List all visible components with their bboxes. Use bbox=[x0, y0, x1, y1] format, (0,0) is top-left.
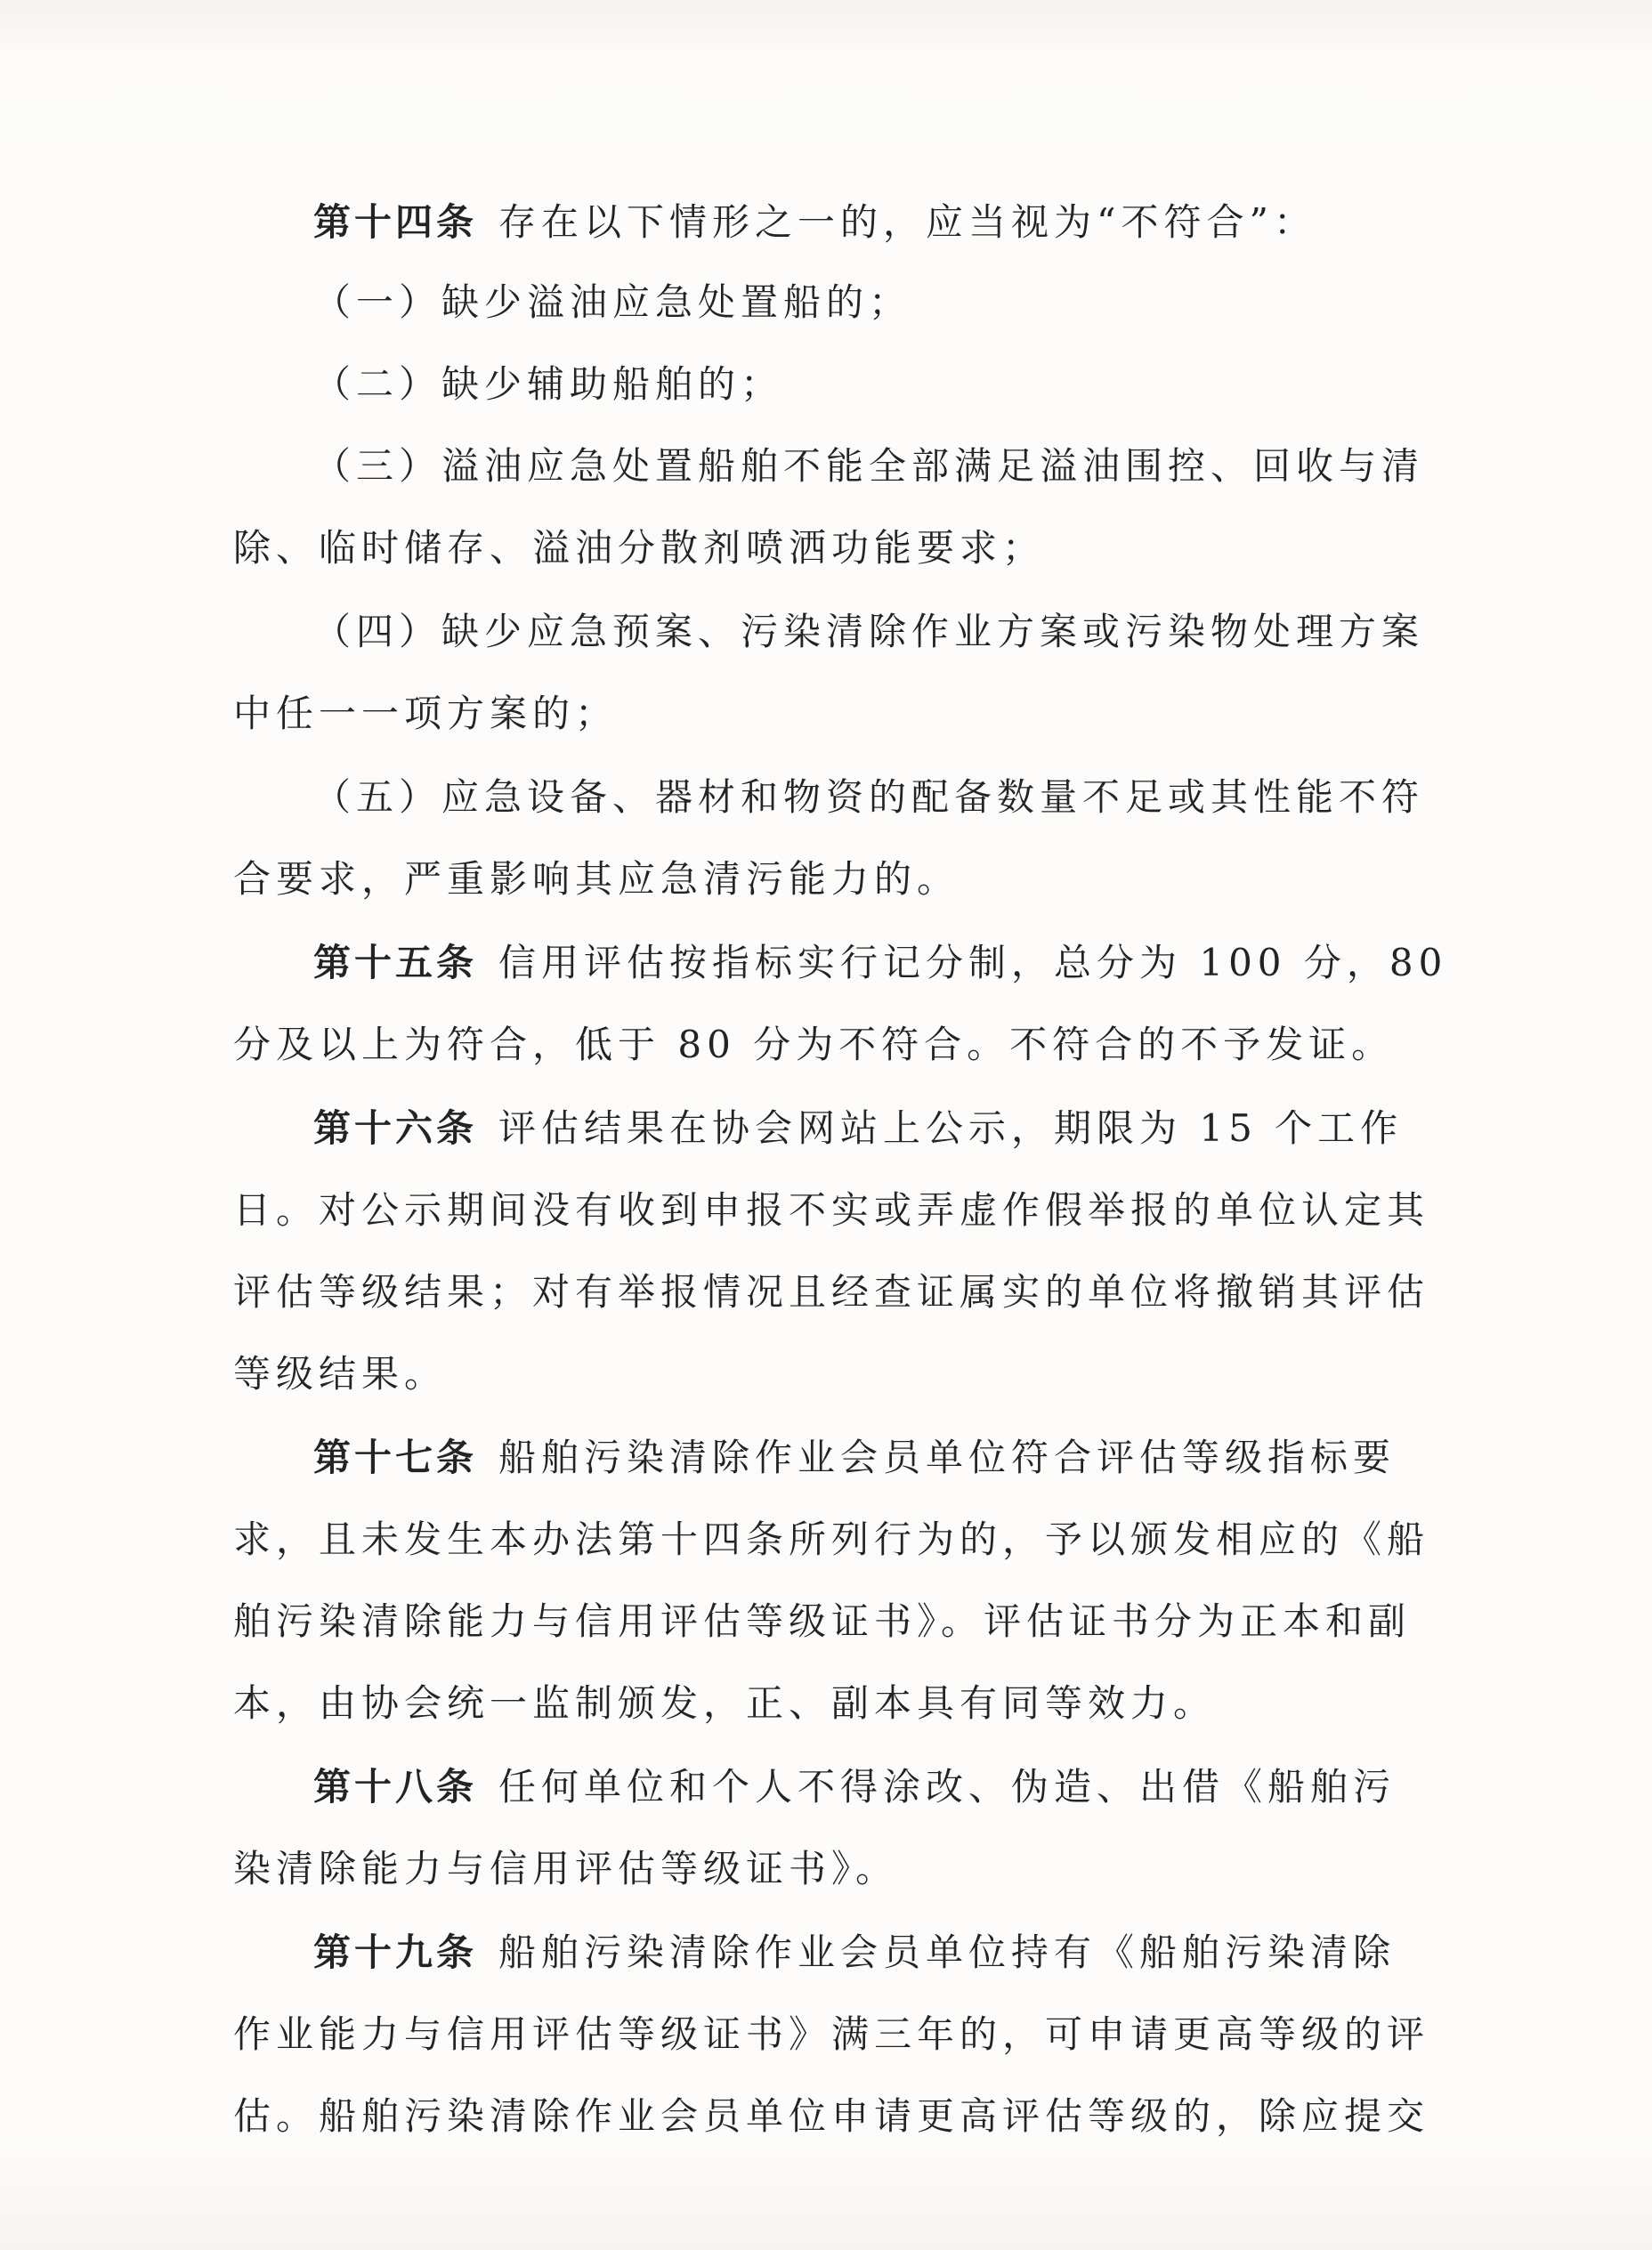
article-19-heading bbox=[313, 1926, 1396, 1979]
article-18-heading bbox=[313, 1760, 1396, 1814]
article-label: 第十四条 bbox=[313, 200, 478, 244]
article-14-item-3-line-2: 除、临时储存、溢油分散剂喷洒功能要求； bbox=[233, 526, 1046, 570]
article-14-item-4-line-2: 中任一一项方案的； bbox=[233, 692, 619, 735]
article-18-line-2: 染清除能力与信用评估等级证书》。 bbox=[233, 1847, 899, 1890]
article-19-line-3: 估。船舶污染清除作业会员单位申请更高评估等级的，除应提交 bbox=[233, 2094, 1430, 2138]
article-text: 信用评估按指标实行记分制，总分为 100 分，80 bbox=[498, 941, 1448, 984]
article-17-line-4: 本，由协会统一监制颁发，正、副本具有同等效力。 bbox=[233, 1681, 1217, 1725]
article-14-heading bbox=[313, 196, 1316, 249]
article-label: 第十八条 bbox=[313, 1765, 478, 1809]
article-label: 第十七条 bbox=[313, 1436, 478, 1479]
article-16-heading bbox=[313, 1102, 1403, 1155]
article-14-item-5-line-1: （五）应急设备、器材和物资的配备数量不足或其性能不符 bbox=[313, 775, 1425, 819]
article-14-item-2: （二）缺少辅助船舶的； bbox=[313, 362, 784, 406]
article-17-heading bbox=[313, 1431, 1396, 1485]
article-14-item-1: （一）缺少溢油应急处置船的； bbox=[313, 280, 912, 324]
article-17-line-3: 舶污染清除能力与信用评估等级证书》。评估证书分为正本和副 bbox=[233, 1599, 1412, 1643]
article-label: 第十五条 bbox=[313, 941, 478, 984]
article-14-item-4-line-1: （四）缺少应急预案、污染清除作业方案或污染物处理方案 bbox=[313, 610, 1425, 653]
article-14-item-5-line-2: 合要求，严重影响其应急清污能力的。 bbox=[233, 857, 960, 901]
article-text: 评估结果在协会网站上公示，期限为 15 个工作 bbox=[498, 1106, 1404, 1150]
article-text: 存在以下情形之一的，应当视为“不符合”： bbox=[498, 200, 1316, 244]
article-16-line-2: 日。对公示期间没有收到申报不实或弄虚作假举报的单位认定其 bbox=[233, 1188, 1430, 1232]
article-17-line-2: 求，且未发生本办法第十四条所列行为的，予以颁发相应的《船 bbox=[233, 1518, 1430, 1561]
article-text: 船舶污染清除作业会员单位符合评估等级指标要 bbox=[498, 1436, 1397, 1479]
article-text: 船舶污染清除作业会员单位持有《船舶污染清除 bbox=[498, 1930, 1397, 1974]
article-text: 任何单位和个人不得涂改、伪造、出借《船舶污 bbox=[498, 1765, 1397, 1809]
article-19-line-2: 作业能力与信用评估等级证书》满三年的，可申请更高等级的评 bbox=[233, 2012, 1430, 2056]
article-16-line-4: 等级结果。 bbox=[233, 1352, 448, 1396]
article-label: 第十六条 bbox=[313, 1106, 478, 1150]
article-15-heading bbox=[313, 936, 1447, 990]
article-14-item-3-line-1: （三）溢油应急处置船舶不能全部满足溢油围控、回收与清 bbox=[313, 444, 1425, 488]
article-15-line-2: 分及以上为符合，低于 80 分为不符合。不符合的不予发证。 bbox=[233, 1023, 1395, 1066]
article-label: 第十九条 bbox=[313, 1930, 478, 1974]
article-16-line-3: 评估等级结果；对有举报情况且经查证属实的单位将撤销其评估 bbox=[233, 1270, 1430, 1314]
